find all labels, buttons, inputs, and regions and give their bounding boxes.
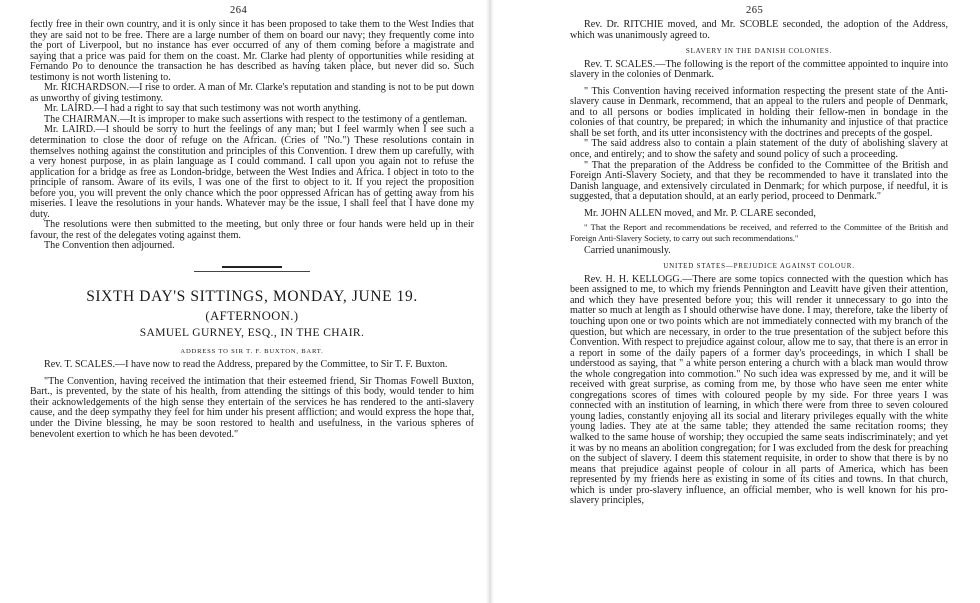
motion-line: Mr. JOHN ALLEN moved, and Mr. P. CLARE seconded, bbox=[584, 207, 816, 219]
session-label: (AFTERNOON.) bbox=[205, 308, 299, 323]
paragraph: Mr. LAIRD.—I should be sorry to hurt the feelings of any man; but I feel warmly when I see such a determination to close the door of refuge on the African. (Cries of "No.") These resolutions contain in themselves nothing against the constitution and principles of this Convention. I drew them up carefully, with a very honest purpose, in as plain language as I could command. I call upon you again not to refuse the application for a bridge as free as London-bridge, between the West Indies and Africa. I object in toto to the principle of ransom. Aware of its evils, I was one of the first to object to it. If you reject the proposition before you, you will prevent the only chance which the poor oppressed African has of getting away from his miseries. I leave the resolutions in your hands. Whatever may be the issue, I shall feel that I have done my duty. bbox=[30, 124, 474, 220]
paragraph: Mr. RICHARDSON.—I rise to order. A man of Mr. Clarke's reputation and standing is not to be put down as unworthy of giving testimony. bbox=[30, 82, 474, 104]
report-paragraph: " The said address also to contain a plain statement of the duty of abolishing slavery at once, and entirely; and to show the safety and sound policy of such a proceeding. bbox=[570, 138, 948, 161]
section-heading: SLAVERY IN THE DANISH COLONIES. bbox=[685, 47, 833, 56]
paragraph: Rev. H. H. KELLOGG.—There are some topics connected with the question which has been assigned to me, to which my friends Pennington and Leavitt have given their attention, and which they have presented before you; this will render it unnecessary to go into the matter so much at length as I should otherwise have done. I may, therefore, take the liberty of touching upon one or two points which are not immediately connected with my branch of the question, but which are necessary, in order to the true presentation of the subject before this Convention. With respect to prejudice against colour, allow me to say, that there is an error in a report in some of the daily papers of a former day's proceedings, in which I shall be understood as saying, that " a white person entering a church with a black man would throw the whole congregation into commotion." No such idea was expressed by me, and it will be received with great surprise, as coming from me, by those who have seen me enter white congregations scores of times with coloured people by my side. For three years I was connected with an institution of learning, in which there were from three to seven coloured young ladies, constantly enjoying all its social and literary privileges equally with the white young ladies. They ate at the same table; they attended the same recitation rooms; they walked to the same house of worship; they occupied the same seats indiscriminately; and yet it was by no means an abolition congregation; for I was excluded from the desk for preaching on the subject of slavery. I deem this statement requisite, in order to show that there is by no means that prejudice against people of colour in all parts of America, which has been represented by my friends here as existing in some of its cities and towns. In that church, which is under pro-slavery influence, an official member, who is well known for his pro-slavery principles, bbox=[570, 273, 948, 507]
paragraph: Rev. T. SCALES.—The following is the report of the committee appointed to inquire into slavery in the colonies of Denmark. bbox=[570, 58, 948, 81]
section-divider bbox=[222, 266, 282, 268]
paragraph: The CHAIRMAN.—It is improper to make such assertions with respect to the testimony of a gentleman. bbox=[44, 113, 468, 125]
page-number-right: 265 bbox=[746, 5, 764, 16]
right-column bbox=[570, 20, 948, 507]
left-column bbox=[30, 20, 474, 440]
page-number-left: 264 bbox=[230, 5, 248, 16]
quoted-address: "The Convention, having received the intimation that their esteemed friend, Sir Thomas Fowell Buxton, Bart., is prevented, by the state of his health, from attending the sittings of this body, would tender to him their acknowledgements of the high sense they entertain of the services he has rendered to the anti-slavery cause, and the deep sympathy they feel for him under his present affliction; and would express the hope that, under the Divine blessing, he may be soon restored to health and usefulness, in the various spheres of benevolent exertion to which he has been devoted." bbox=[30, 375, 474, 440]
paragraph: Rev. Dr. RITCHIE moved, and Mr. SCOBLE seconded, the adoption of the Address, which was unanimously agreed to. bbox=[570, 19, 948, 41]
paragraph: Rev. T. SCALES.—I have now to read the Address, prepared by the Committee, to Sir T. F. Buxton. bbox=[44, 359, 448, 371]
paragraph: Mr. LAIRD.—I had a right to say that such testimony was not worth anything. bbox=[44, 103, 361, 115]
chair-line: SAMUEL GURNEY, ESQ., IN THE CHAIR. bbox=[139, 327, 365, 340]
right-page bbox=[490, 0, 980, 603]
address-heading: ADDRESS TO SIR T. F. BUXTON, BART. bbox=[180, 347, 324, 355]
report-paragraph: " This Convention having received information respecting the present state of the Anti-slavery cause in Denmark, recommend, that an appeal to the rulers and people of Denmark, and to all persons or bodies implicated in holding their fellow-men in bondage in the colonies of that country, be prepared; in which the inhumanity and injustice of that practice shall be set forth, and its utter inconsistency with the doctrines and precepts of the gospel. bbox=[570, 85, 948, 139]
paragraph: The resolutions were then submitted to the meeting, but only three or four hands were held up in their favour, the rest of the delegates voting against them. bbox=[30, 219, 474, 241]
report-paragraph: " That the preparation of the Address be confided to the Committee of the British and Foreign Anti-Slavery Society, and that they be recommended to have it translated into the Danish language, and extensively circulated in Denmark; for which purpose, if needful, it is suggested, that a deputation should, at an early period, proceed to Denmark." bbox=[570, 159, 948, 203]
paragraph: fectly free in their own country, and it is only since it has been proposed to take them to the West Indies that they are said not to be free. There are a large number of them on board our navy; they frequently come into the port of Liverpool, but no instance has ever occurred of any of them coming before a magistrate and saying that a price was paid for them on the coast. Mr. Clarke had plenty of opportunities while residing at Fernando Po to denounce the transaction he has described as having taken place, but never did so. Such testimony is not worth listening to. bbox=[30, 19, 474, 83]
section-heading: UNITED STATES—PREJUDICE AGAINST COLOUR. bbox=[663, 262, 855, 271]
section-title: SIXTH DAY'S SITTINGS, MONDAY, JUNE 19. bbox=[86, 288, 418, 306]
paragraph: The Convention then adjourned. bbox=[44, 240, 175, 252]
motion-quote: " That the Report and recommendations be received, and referred to the Committee of the British and Foreign Anti-Slavery Society, to carry out such recommendations." bbox=[570, 222, 948, 243]
carried-line: Carried unanimously. bbox=[584, 244, 671, 256]
